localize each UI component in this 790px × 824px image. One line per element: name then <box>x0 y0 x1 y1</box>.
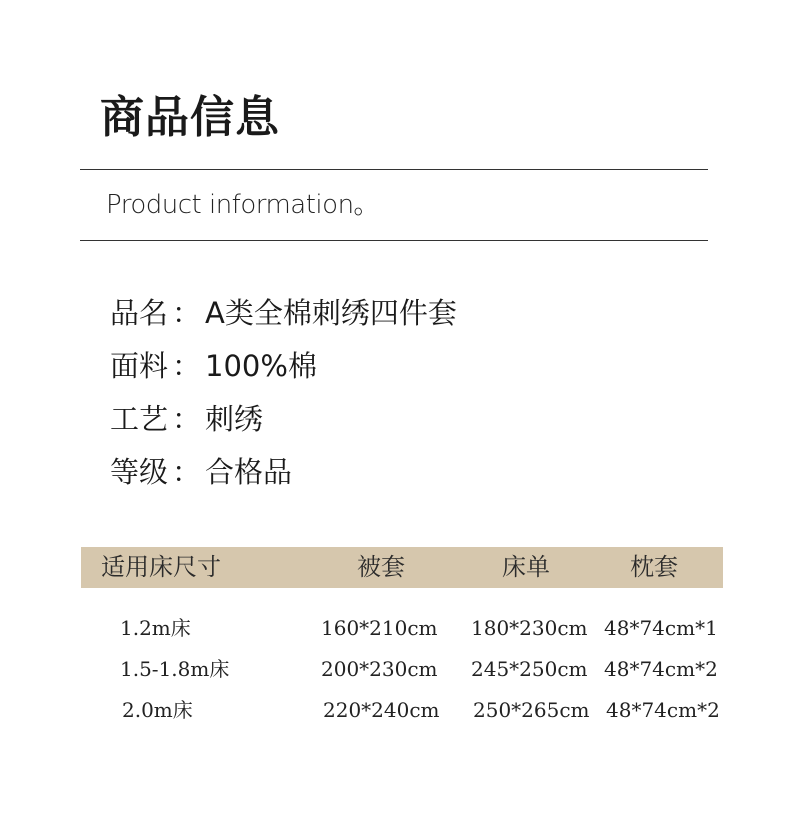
product-info-list <box>110 290 457 502</box>
info-value: 刺绣 <box>205 402 264 436</box>
info-row-craft <box>110 396 457 449</box>
info-row-fabric <box>110 343 457 396</box>
cell-bed-size: 1.5-1.8m床 <box>120 657 230 681</box>
table-body <box>81 608 723 731</box>
cell-bed-size: 2.0m床 <box>122 698 193 722</box>
page-title: 商品信息 <box>100 92 280 143</box>
info-separator: ： <box>172 296 202 330</box>
header-pillowcase: 枕套 <box>630 553 678 581</box>
cell-duvet-cover: 220*240cm <box>323 698 440 722</box>
info-label: 面料 <box>110 349 169 383</box>
cell-pillowcase: 48*74cm*2 <box>606 698 720 722</box>
info-separator: ： <box>172 349 202 383</box>
info-separator: ： <box>172 455 202 489</box>
cell-pillowcase: 48*74cm*1 <box>604 616 718 640</box>
cell-duvet-cover: 200*230cm <box>321 657 438 681</box>
info-value: 100%棉 <box>205 349 317 383</box>
header-bed-sheet: 床单 <box>502 553 550 581</box>
header-duvet-cover: 被套 <box>357 553 405 581</box>
header-bed-size: 适用床尺寸 <box>101 553 221 581</box>
table-row <box>81 690 723 731</box>
table-row <box>81 608 723 649</box>
info-row-grade <box>110 449 457 502</box>
info-value: 合格品 <box>205 455 293 489</box>
table-header <box>81 547 723 588</box>
info-label: 品名 <box>110 296 169 330</box>
info-row-name <box>110 290 457 343</box>
size-table <box>81 547 723 731</box>
cell-bed-size: 1.2m床 <box>120 616 191 640</box>
top-divider <box>80 169 708 170</box>
cell-bed-sheet: 250*265cm <box>473 698 590 722</box>
info-separator: ： <box>172 402 202 436</box>
page-subtitle: Product information。 <box>106 190 380 220</box>
table-row <box>81 649 723 690</box>
info-value: A类全棉刺绣四件套 <box>205 296 457 330</box>
cell-bed-sheet: 245*250cm <box>471 657 588 681</box>
cell-pillowcase: 48*74cm*2 <box>604 657 718 681</box>
info-label: 等级 <box>110 455 169 489</box>
bottom-divider <box>80 240 708 241</box>
cell-bed-sheet: 180*230cm <box>471 616 588 640</box>
info-label: 工艺 <box>110 402 169 436</box>
cell-duvet-cover: 160*210cm <box>321 616 438 640</box>
